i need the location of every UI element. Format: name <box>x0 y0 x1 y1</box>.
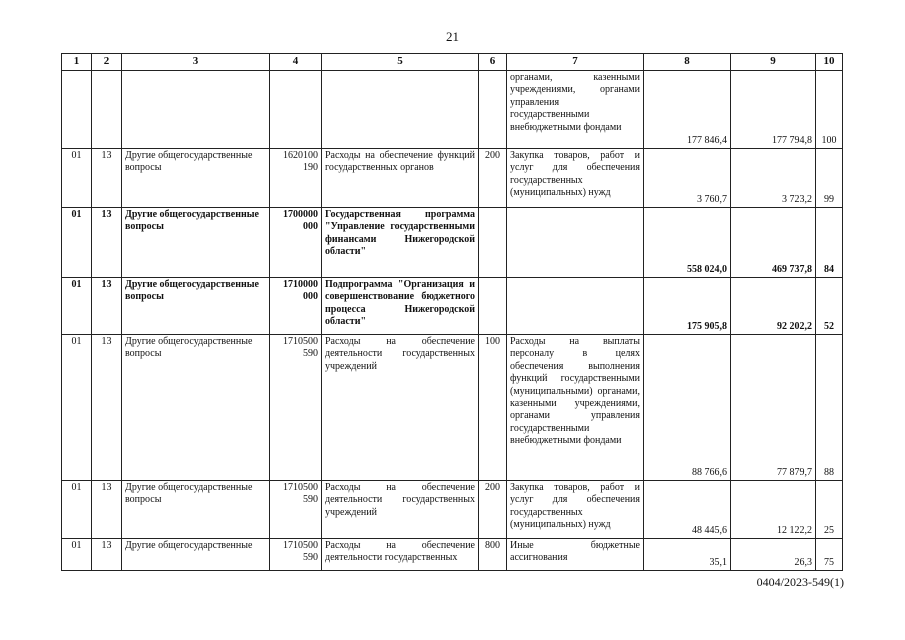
target-name: Расходы на обеспечение деятельности государственных учреждений <box>322 335 479 481</box>
budget-table <box>61 53 843 571</box>
subsection-code: 13 <box>92 278 122 335</box>
plan-amount: 48 445,6 <box>644 481 731 539</box>
table-row <box>62 278 843 335</box>
table-row <box>62 481 843 539</box>
table-row <box>62 208 843 278</box>
expense-type-code: 100 <box>479 335 507 481</box>
execution-percent: 25 <box>816 481 843 539</box>
table-row <box>62 335 843 481</box>
subsection-name: Другие общегосударственные вопросы <box>122 335 270 481</box>
actual-amount: 3 723,2 <box>731 149 816 208</box>
subsection-code: 13 <box>92 149 122 208</box>
actual-amount: 177 794,8 <box>731 71 816 149</box>
header-row <box>62 54 843 71</box>
target-code: 1710500 590 <box>270 539 322 571</box>
header-cell: 6 <box>479 54 507 71</box>
subsection-code: 13 <box>92 208 122 278</box>
target-name: Государственная программа "Управление государственными финансами Нижегородской области" <box>322 208 479 278</box>
header-cell: 8 <box>644 54 731 71</box>
table-row <box>62 539 843 571</box>
page-number: 21 <box>446 29 459 44</box>
subsection-code <box>92 71 122 149</box>
subsection-name: Другие общегосударственные вопросы <box>122 208 270 278</box>
subsection-name: Другие общегосударственные вопросы <box>122 481 270 539</box>
section-code: 01 <box>62 149 92 208</box>
subsection-name <box>122 71 270 149</box>
header-cell: 1 <box>62 54 92 71</box>
plan-amount: 88 766,6 <box>644 335 731 481</box>
subsection-name: Другие общегосударственные вопросы <box>122 149 270 208</box>
execution-percent: 52 <box>816 278 843 335</box>
table-row <box>62 149 843 208</box>
target-name: Расходы на обеспечение функций государственных органов <box>322 149 479 208</box>
expense-type-code <box>479 71 507 149</box>
plan-amount: 177 846,4 <box>644 71 731 149</box>
expense-type-code: 800 <box>479 539 507 571</box>
table-row <box>62 71 843 149</box>
target-code: 1710500 590 <box>270 481 322 539</box>
expense-type-name: Расходы на выплаты персоналу в целях обеспечения выполнения функций государственными (муниципальными) органами, казенными учреждениями, органами управления государственными внебюджетными фондами <box>507 335 644 481</box>
expense-type-name <box>507 208 644 278</box>
expense-type-name <box>507 278 644 335</box>
section-code: 01 <box>62 208 92 278</box>
expense-type-name: Иные бюджетные ассигнования <box>507 539 644 571</box>
plan-amount: 35,1 <box>644 539 731 571</box>
section-code: 01 <box>62 539 92 571</box>
header-cell: 4 <box>270 54 322 71</box>
header-cell: 3 <box>122 54 270 71</box>
target-name <box>322 71 479 149</box>
target-name: Расходы на обеспечение деятельности государственных учреждений <box>322 481 479 539</box>
section-code: 01 <box>62 335 92 481</box>
expense-type-code: 200 <box>479 149 507 208</box>
expense-type-code <box>479 208 507 278</box>
plan-amount: 3 760,7 <box>644 149 731 208</box>
target-code: 1700000 000 <box>270 208 322 278</box>
target-name: Расходы на обеспечение деятельности государственных <box>322 539 479 571</box>
target-code: 1710000 000 <box>270 278 322 335</box>
header-cell: 2 <box>92 54 122 71</box>
target-code: 1620100 190 <box>270 149 322 208</box>
section-code <box>62 71 92 149</box>
actual-amount: 92 202,2 <box>731 278 816 335</box>
target-code <box>270 71 322 149</box>
subsection-name: Другие общегосударственные вопросы <box>122 278 270 335</box>
subsection-code: 13 <box>92 539 122 571</box>
header-cell: 5 <box>322 54 479 71</box>
actual-amount: 26,3 <box>731 539 816 571</box>
execution-percent: 100 <box>816 71 843 149</box>
header-cell: 10 <box>816 54 843 71</box>
expense-type-name: Закупка товаров, работ и услуг для обеспечения государственных (муниципальных) нужд <box>507 481 644 539</box>
execution-percent: 99 <box>816 149 843 208</box>
subsection-code: 13 <box>92 481 122 539</box>
section-code: 01 <box>62 481 92 539</box>
target-name: Подпрограмма "Организация и совершенствование бюджетного процесса Нижегородской области" <box>322 278 479 335</box>
section-code: 01 <box>62 278 92 335</box>
plan-amount: 558 024,0 <box>644 208 731 278</box>
subsection-name: Другие общегосударственные <box>122 539 270 571</box>
actual-amount: 77 879,7 <box>731 335 816 481</box>
execution-percent: 84 <box>816 208 843 278</box>
execution-percent: 88 <box>816 335 843 481</box>
expense-type-code: 200 <box>479 481 507 539</box>
execution-percent: 75 <box>816 539 843 571</box>
header-cell: 9 <box>731 54 816 71</box>
plan-amount: 175 905,8 <box>644 278 731 335</box>
document-code: 0404/2023-549(1) <box>756 575 844 589</box>
header-cell: 7 <box>507 54 644 71</box>
actual-amount: 469 737,8 <box>731 208 816 278</box>
expense-type-name: Закупка товаров, работ и услуг для обеспечения государственных (муниципальных) нужд <box>507 149 644 208</box>
target-code: 1710500 590 <box>270 335 322 481</box>
actual-amount: 12 122,2 <box>731 481 816 539</box>
expense-type-code <box>479 278 507 335</box>
subsection-code: 13 <box>92 335 122 481</box>
expense-type-name: органами, казенными учреждениями, органами управления государственными внебюджетными фондами <box>507 71 644 149</box>
